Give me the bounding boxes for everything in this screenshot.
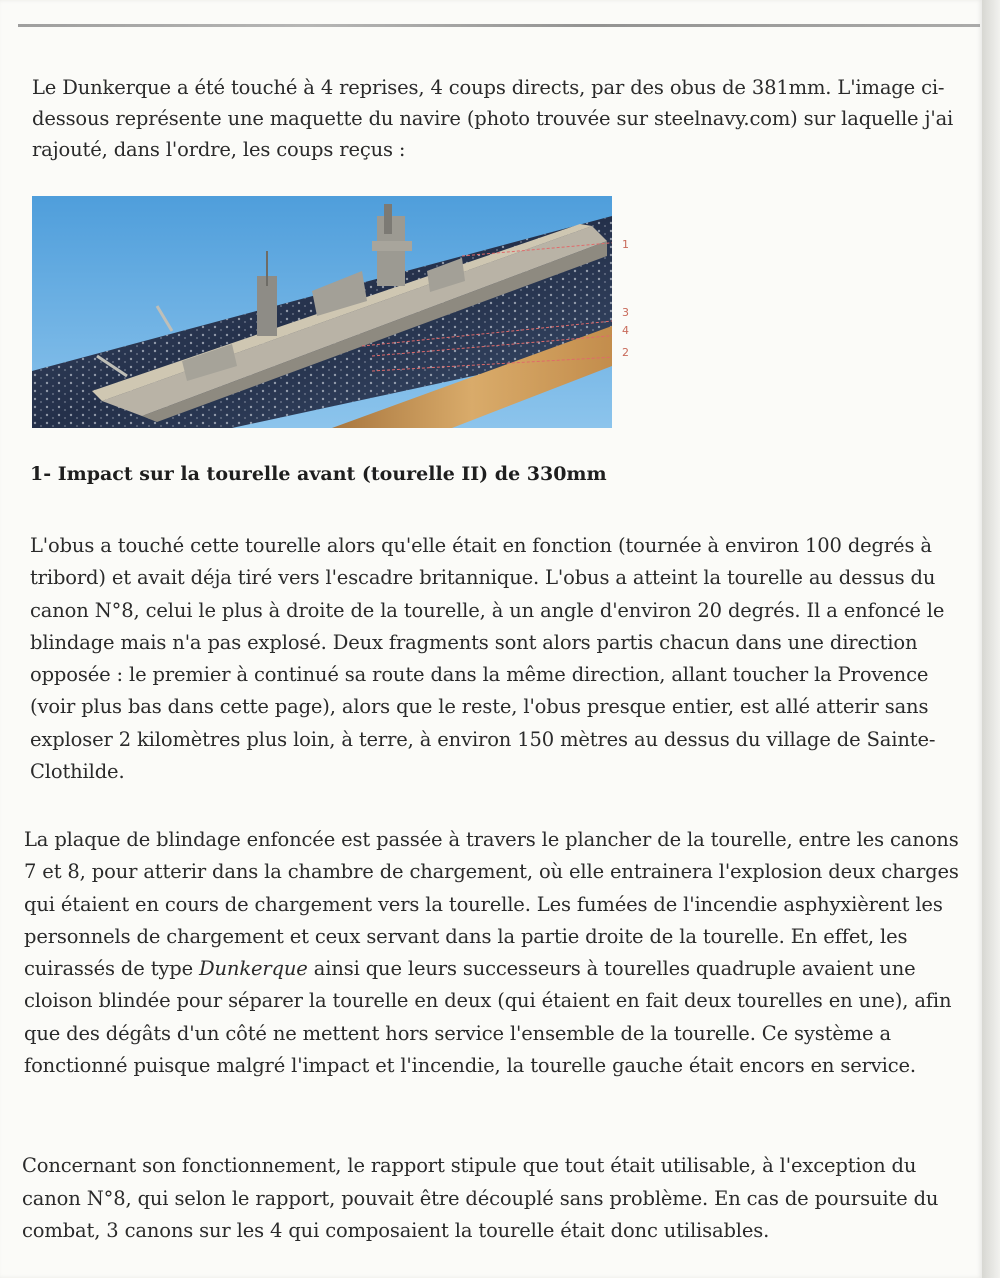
intro-paragraph: Le Dunkerque a été touché à 4 reprises, 4 coups directs, par des obus de 381mm. L'image ci-dessous représente une maquette du navire (photo trouvée sur steelnavy.com) sur laquelle j'ai rajouté, dans l'ordre, les coups reçus :	[32, 76, 954, 161]
section-paragraph-3: Concernant son fonctionnement, le rapport stipule que tout était utilisable, à l'exception du canon N°8, qui selon le rapport, pouvait être découplé sans problème. En cas de poursuite du combat, 3 canons sur les 4 qui composaient la tourelle était donc utilisables.	[22, 1154, 939, 1242]
ship-model-photo	[32, 196, 612, 428]
paragraph-2-part-b: ainsi que leurs successeurs à tourelles quadruple avaient une cloison blindée pour séparer la tourelle en deux (qui étaient en fait deux tourelles en une), afin que des dégâts d'un côté ne mettent hors service l'ensemble de la tourelle. Ce système a fonctionné puisque malgré l'impact et l'incendie, la tourelle gauche était encors en service.	[24, 957, 952, 1078]
impact-marker-3: 3	[622, 306, 629, 319]
top-rule	[18, 24, 980, 27]
section-paragraph-1: L'obus a touché cette tourelle alors qu'elle était en fonction (tournée à environ 100 degrés à tribord) et avait déja tiré vers l'escadre britannique. L'obus a atteint la tourelle au dessus du canon N°8, celui le plus à droite de la tourelle, à un angle d'environ 20 degrés. Il a enfoncé le blindage mais n'a pas explosé. Deux fragments sont alors partis chacun dans une direction opposée : le premier à continué sa route dans la même direction, allant toucher la Provence (voir plus bas dans cette page), alors que le reste, l'obus presque entier, est allé atterir sans exploser 2 kilomètres plus loin, à terre, à environ 150 mètres au dessus du village de Sainte-Clothilde.	[30, 534, 945, 784]
ship-photo-illustration	[32, 196, 612, 428]
paragraph-2-part-a: La plaque de blindage enfoncée est passée à travers le plancher de la tourelle, entre les canons 7 et 8, pour atterir dans la chambre de chargement, où elle entrainera l'explosion deux charges qui étaient en cours de chargement vers la tourelle. Les fumées de l'incendie asphyxièrent les personnels de chargement et ceux servant dans la partie droite de la tourelle. En effet, les cuirassés de type	[24, 828, 959, 981]
impact-marker-2: 2	[622, 346, 629, 359]
section-heading: 1- Impact sur la tourelle avant (tourelle II) de 330mm	[30, 463, 607, 485]
scan-edge	[982, 0, 1000, 1278]
ship-class-name: Dunkerque	[199, 957, 308, 981]
impact-markers	[612, 196, 652, 428]
impact-marker-4: 4	[622, 324, 629, 337]
impact-marker-1: 1	[622, 238, 629, 251]
section-paragraph-2	[24, 824, 959, 1082]
